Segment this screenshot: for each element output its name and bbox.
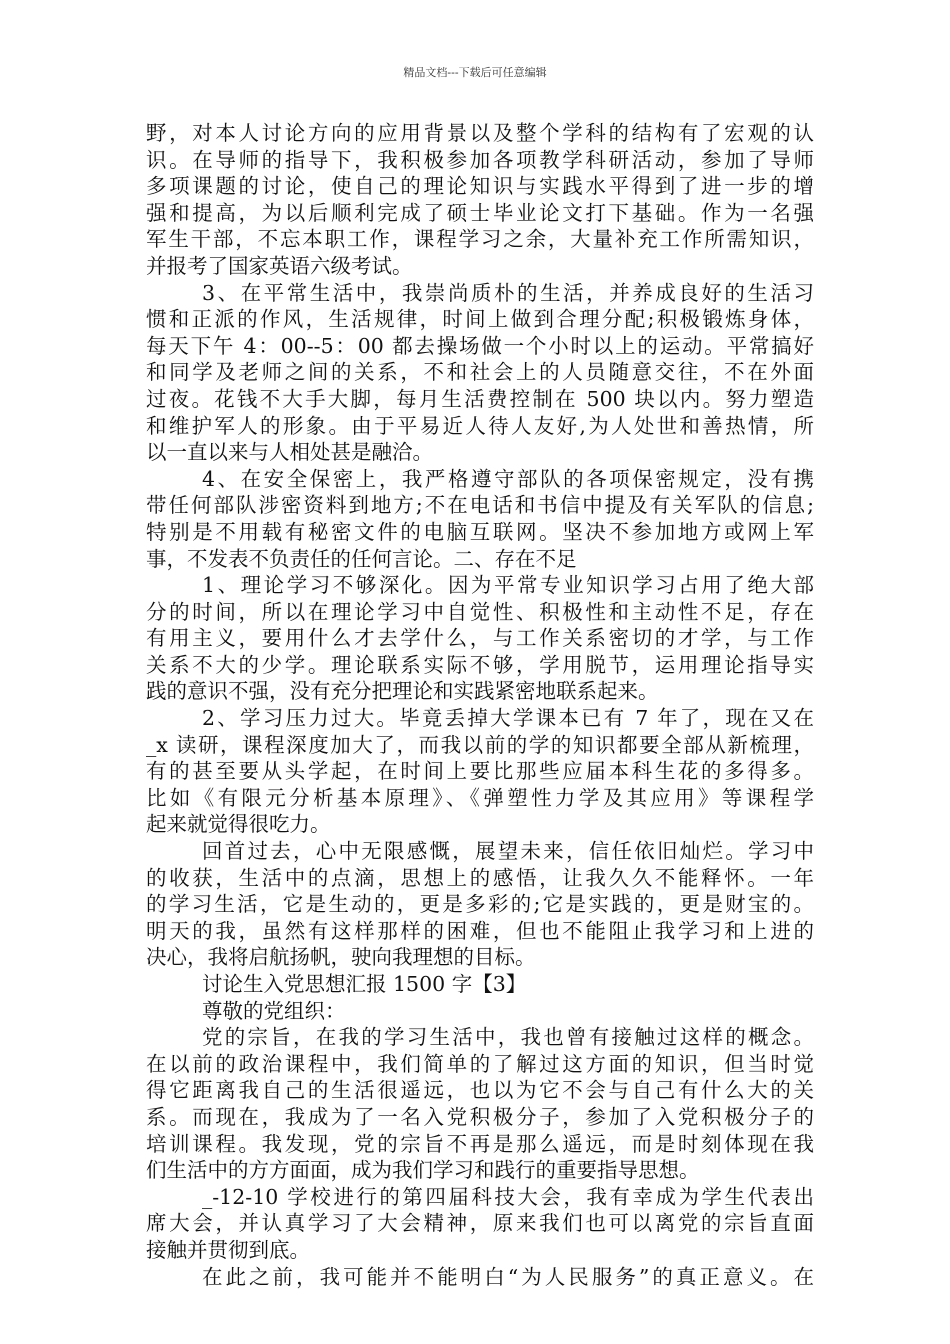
text-line: 回首过去，心中无限感慨，展望未来，信任依旧灿烂。学习中 (202, 839, 814, 864)
text-line: 接触并贯彻到底。 (146, 1237, 310, 1262)
text-line: 有用主义，要用什么才去学什么，与工作关系密切的才学，与工作 (146, 626, 814, 651)
text-line: 的收获，生活中的点滴，思想上的感悟，让我久久不能释怀。一年 (146, 865, 814, 890)
text-line: 比如《有限元分析基本原理》、《弹塑性力学及其应用》等课程学 (146, 785, 814, 810)
text-line: 惯和正派的作风，生活规律，时间上做到合理分配;积极锻炼身体， (146, 307, 814, 332)
text-line: 每天下午 4：00--5：00 都去操场做一个小时以上的运动。平常搞好 (146, 333, 814, 358)
text-line: 在以前的政治课程中，我们简单的了解过这方面的知识，但当时觉 (146, 1051, 814, 1076)
text-line: 2、学习压力过大。毕竟丢掉大学课本已有 7 年了，现在又在 (202, 706, 814, 731)
text-line: _x 读研，课程深度加大了，而我以前的学的知识都要全部从新梳理， (146, 732, 814, 757)
text-line: 4、在安全保密上，我严格遵守部队的各项保密规定，没有携 (202, 466, 814, 491)
text-line: 起来就觉得很吃力。 (146, 812, 331, 837)
text-line: 培训课程。我发现，党的宗旨不再是那么遥远，而是时刻体现在我 (146, 1131, 814, 1156)
text-line: 1、理论学习不够深化。因为平常专业知识学习占用了绝大部 (202, 573, 814, 598)
text-line: 过夜。花钱不大手大脚，每月生活费控制在 500 块以内。努力塑造 (146, 386, 814, 411)
text-line: 席大会，并认真学习了大会精神，原来我们也可以离党的宗旨直面 (146, 1211, 814, 1236)
text-line: 多项课题的讨论，使自己的理论知识与实践水平得到了进一步的增 (146, 174, 814, 199)
text-line: 有的甚至要从头学起，在时间上要比那些应届本科生花的多得多。 (146, 759, 814, 784)
text-line: 以一直以来与人相处甚是融洽。 (146, 440, 433, 465)
text-line: 讨论生入党思想汇报 1500 字【3】 (202, 972, 527, 996)
text-line: 特别是不用载有秘密文件的电脑互联网。坚决不参加地方或网上军 (146, 519, 814, 544)
text-line: _-12-10 学校进行的第四届科技大会，我有幸成为学生代表出 (202, 1184, 814, 1209)
page-header: 精品文档---下载后可任意编辑 (403, 66, 547, 79)
text-line: 分的时间，所以在理论学习中自觉性、积极性和主动性不足，存在 (146, 599, 814, 624)
text-line: 明天的我，虽然有这样那样的困难，但也不能阻止我学习和上进的 (146, 918, 814, 943)
text-line: 3、在平常生活中，我崇尚质朴的生活，并养成良好的生活习 (202, 280, 814, 305)
text-line: 党的宗旨，在我的学习生活中，我也曾有接触过这样的概念。 (202, 1025, 814, 1050)
text-line: 野，对本人讨论方向的应用背景以及整个学科的结构有了宏观的认 (146, 121, 814, 145)
text-line: 们生活中的方方面面，成为我们学习和践行的重要指导思想。 (146, 1158, 700, 1183)
text-line: 事，不发表不负责任的任何言论。二、存在不足 (146, 546, 577, 571)
text-line: 践的意识不强，没有充分把理论和实践紧密地联系起来。 (146, 679, 659, 704)
text-line: 决心，我将启航扬帆，驶向我理想的目标。 (146, 945, 536, 970)
text-line: 尊敬的党组织： (202, 998, 346, 1023)
text-line: 在此之前，我可能并不能明白“为人民服务”的真正意义。在 (202, 1264, 814, 1289)
text-line: 并报考了国家英语六级考试。 (146, 253, 413, 278)
text-line: 得它距离我自己的生活很遥远，也以为它不会与自己有什么大的关 (146, 1078, 814, 1103)
text-line: 系。而现在，我成为了一名入党积极分子，参加了入党积极分子的 (146, 1104, 814, 1129)
text-line: 军生干部，不忘本职工作，课程学习之余，大量补充工作所需知识， (146, 227, 814, 252)
text-line: 关系不大的少学。理论联系实际不够，学用脱节，运用理论指导实 (146, 652, 814, 677)
text-line: 识。在导师的指导下，我积极参加各项教学科研活动，参加了导师 (146, 147, 814, 172)
text-line: 强和提高，为以后顺利完成了硕士毕业论文打下基础。作为一名强 (146, 200, 814, 225)
text-line: 带任何部队涉密资料到地方;不在电话和书信中提及有关军队的信息; (146, 493, 814, 518)
document-body (146, 120, 814, 1290)
text-line: 的学习生活，它是生动的，更是多彩的;它是实践的，更是财宝的。 (146, 892, 814, 917)
text-line: 和维护军人的形象。由于平易近人待人友好,为人处世和善热情，所 (146, 413, 814, 438)
text-line: 和同学及老师之间的关系，不和社会上的人员随意交往，不在外面 (146, 360, 814, 385)
